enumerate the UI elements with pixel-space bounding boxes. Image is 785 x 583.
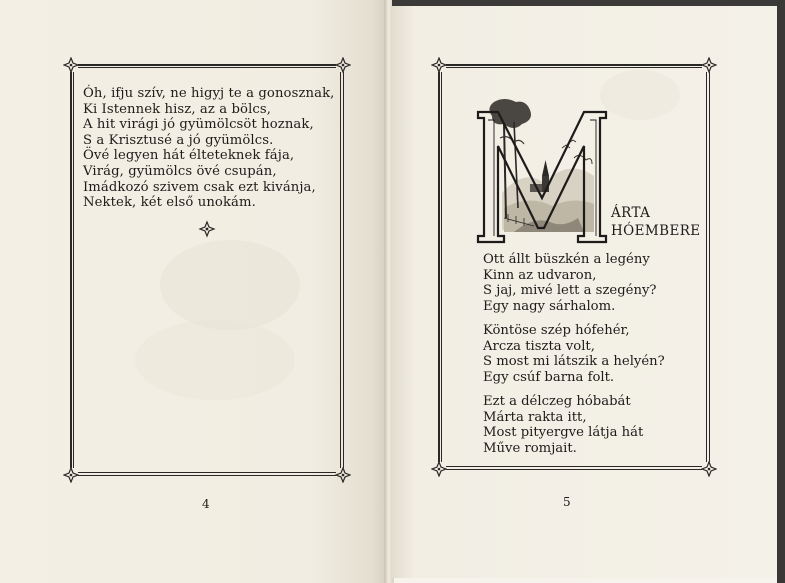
poem-line: A hit virági jó gyümölcsöt hoznak, xyxy=(83,117,314,133)
poem-line: Arcza tiszta volt, xyxy=(483,338,595,354)
poem-line: Virág, gyümölcs övé csupán, xyxy=(83,163,277,179)
poem-line: S a Krisztusé a jó gyümölcs. xyxy=(83,132,274,148)
title-line-2: HÓEMBERE xyxy=(611,223,701,239)
corner-ornament-icon xyxy=(701,57,717,73)
poem-line: Ott állt büszkén a legény xyxy=(483,252,650,267)
poem-line: Imádkozó szivem csak ezt kivánja, xyxy=(83,179,316,195)
poem-line: Ki Istennek hisz, az a bölcs, xyxy=(83,101,272,117)
poem-line: Kinn az udvaron, xyxy=(483,267,597,283)
stanza-2 xyxy=(483,323,665,385)
left-poem xyxy=(83,86,343,211)
poem-line: Óh, ifju szív, ne higyj te a gonosznak, xyxy=(83,86,335,101)
corner-ornament-icon xyxy=(335,57,351,73)
poem-title xyxy=(611,204,701,240)
corner-ornament-icon xyxy=(63,467,79,483)
stanza-3 xyxy=(483,394,643,456)
poem-line: Márta rakta itt, xyxy=(483,409,587,425)
poem-line: Köntöse szép hófehér, xyxy=(483,323,630,338)
decorated-initial-m-icon xyxy=(474,98,610,244)
poem-line: Most pityergve látja hát xyxy=(483,425,644,441)
poem-line: Egy csúf barna folt. xyxy=(483,369,615,385)
poem-line: Nektek, két első unokám. xyxy=(83,195,256,211)
poem-line: Övé legyen hát élteteknek fája, xyxy=(83,148,295,164)
poem-line: Ezt a délczeg hóbabát xyxy=(483,394,631,409)
fleuron-ornament-icon xyxy=(198,220,216,238)
corner-ornament-icon xyxy=(431,57,447,73)
stanza-1 xyxy=(483,252,656,314)
poem-line: Műve romjait. xyxy=(483,440,577,456)
poem-line: S most mi látszik a helyén? xyxy=(483,354,665,370)
page-number-right: 5 xyxy=(563,495,571,509)
poem-line: Egy nagy sárhalom. xyxy=(483,298,616,314)
corner-ornament-icon xyxy=(701,461,717,477)
poem-line: S jaj, mivé lett a szegény? xyxy=(483,283,657,299)
page-number-left: 4 xyxy=(202,497,210,511)
title-line-1: ÁRTA xyxy=(611,205,651,221)
scan-edge-right xyxy=(777,0,785,583)
corner-ornament-icon xyxy=(63,57,79,73)
corner-ornament-icon xyxy=(335,467,351,483)
corner-ornament-icon xyxy=(431,461,447,477)
